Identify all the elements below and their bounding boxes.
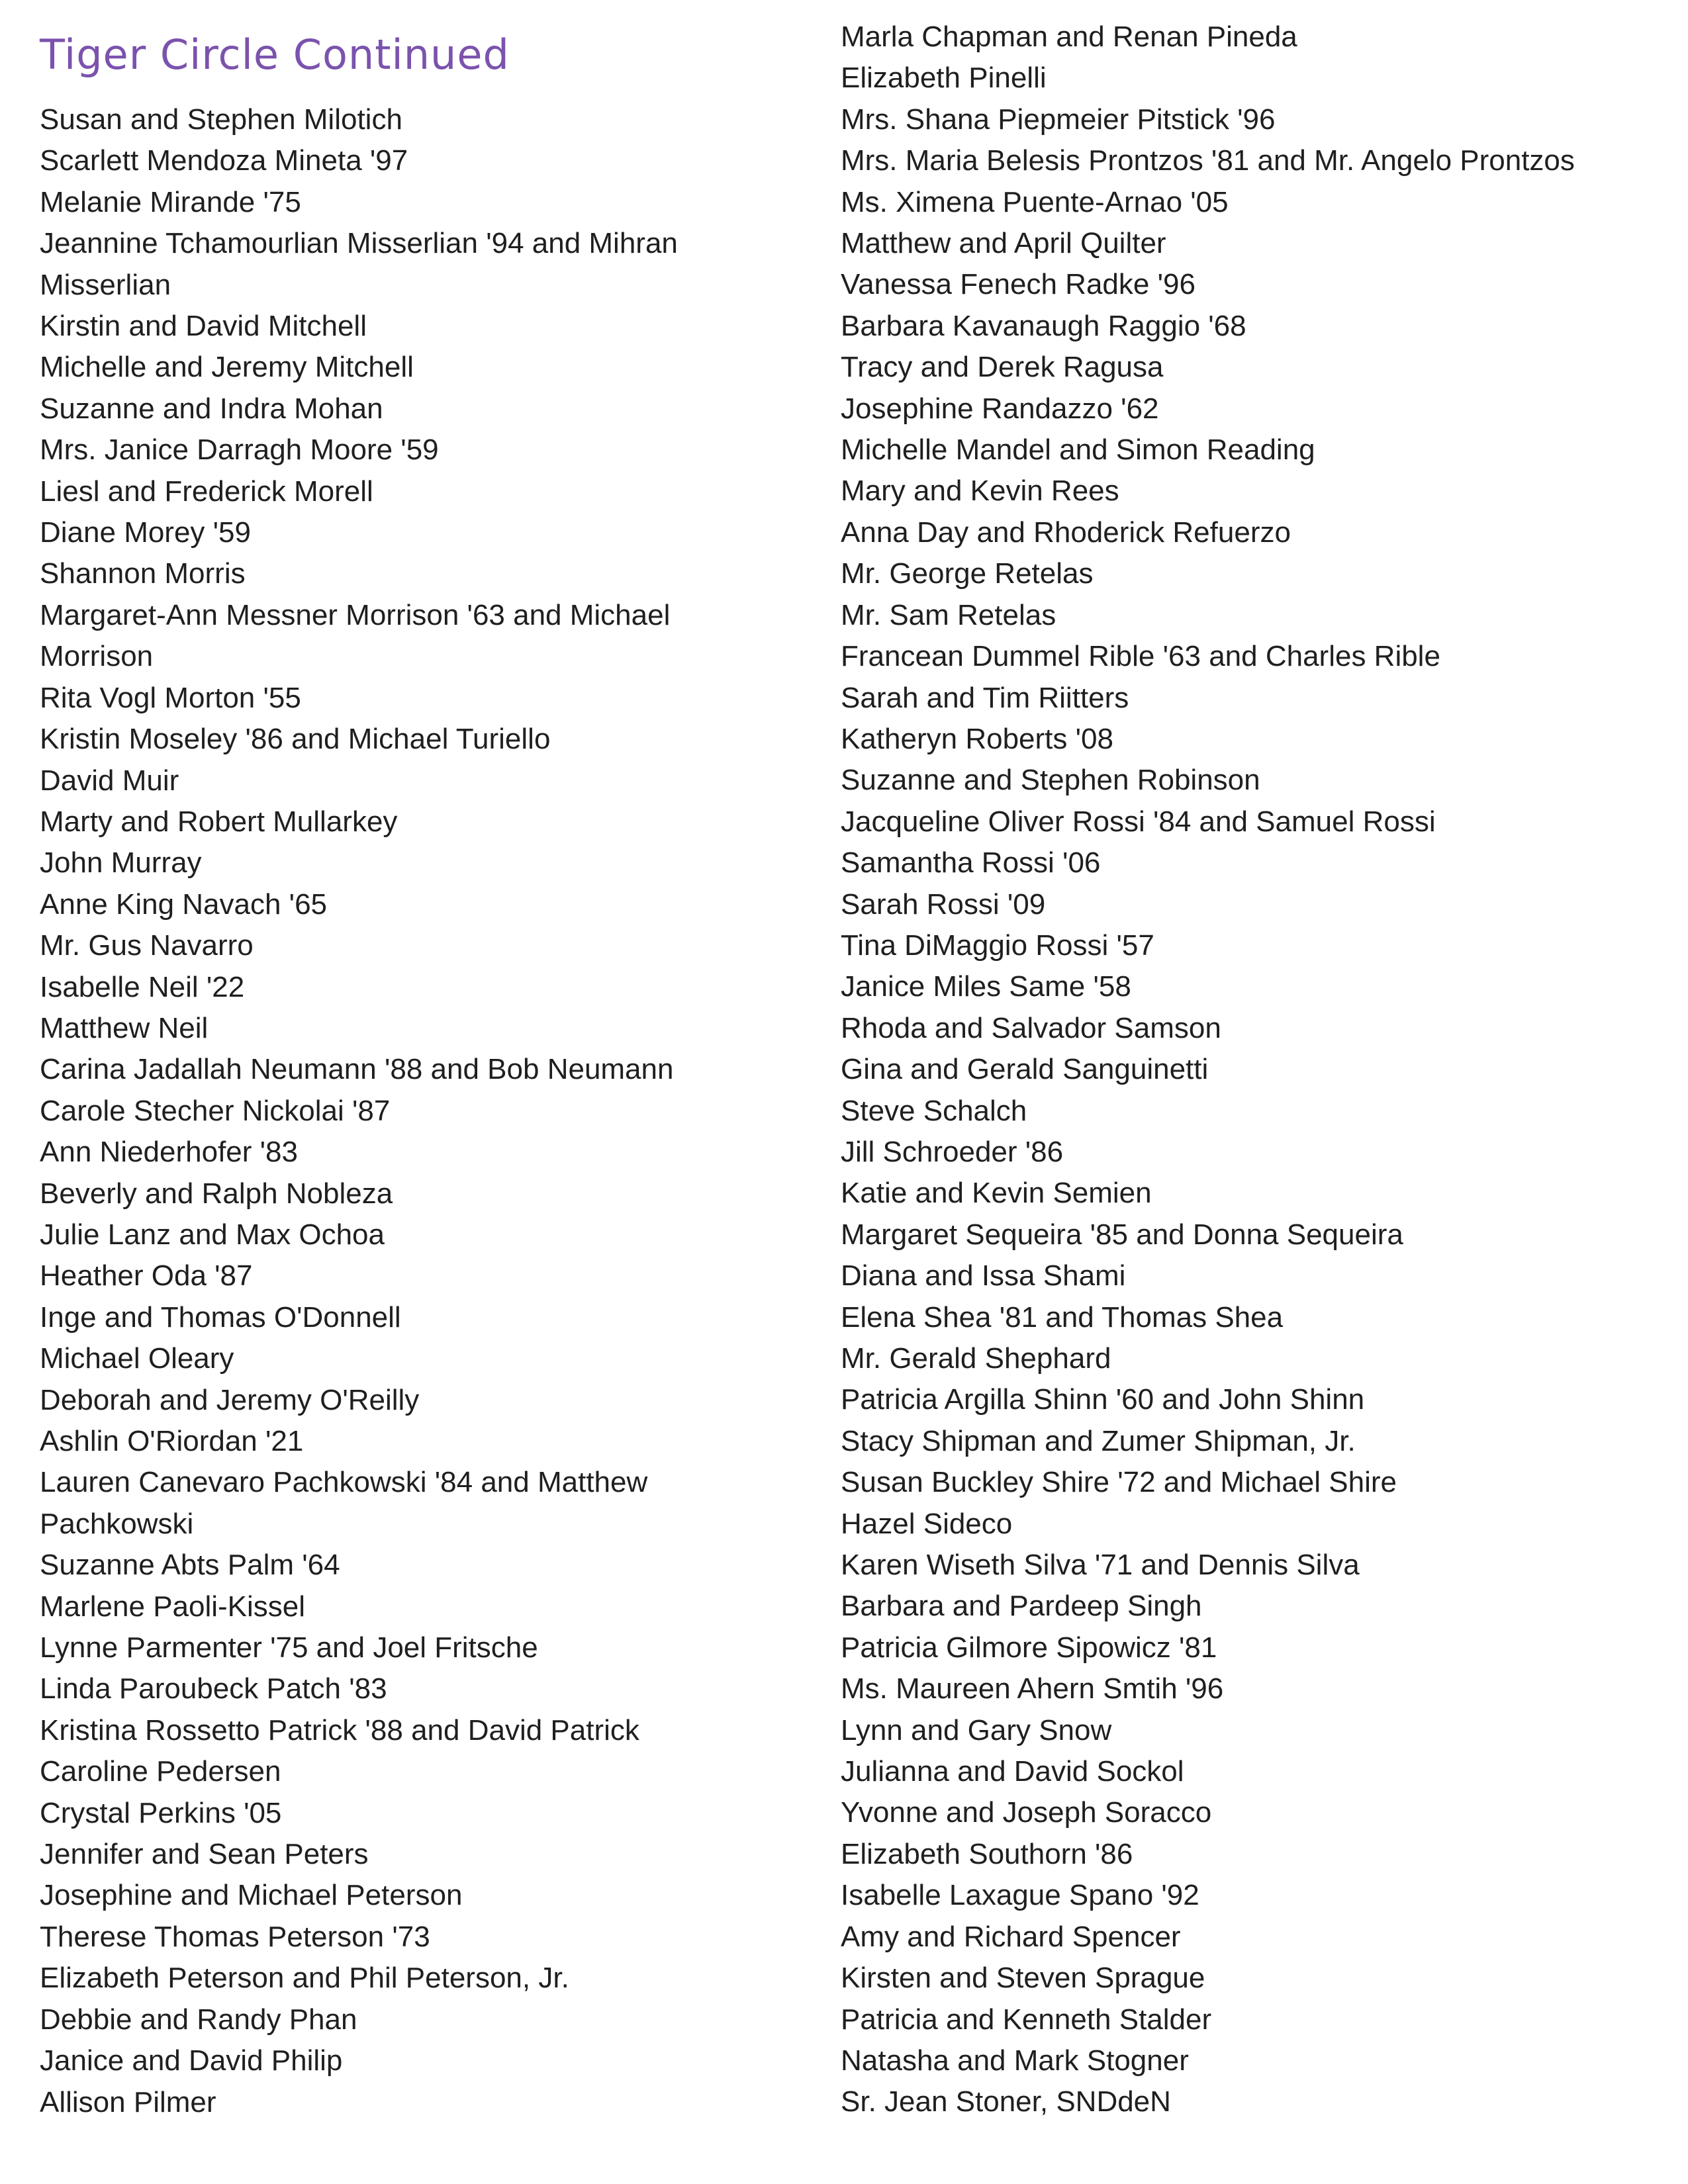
donor-name: Heather Oda '87 <box>40 1259 253 1293</box>
donor-name: Karen Wiseth Silva '71 and Dennis Silva <box>841 1549 1360 1582</box>
donor-name: Michael Oleary <box>40 1342 234 1375</box>
donor-name: Barbara and Pardeep Singh <box>841 1590 1202 1623</box>
donor-name: Melanie Mirande '75 <box>40 185 301 218</box>
donor-name: Suzanne and Stephen Robinson <box>841 764 1260 797</box>
donor-name: Julie Lanz and Max Ochoa <box>40 1218 385 1251</box>
donor-name: Mrs. Maria Belesis Prontzos '81 and Mr. Angelo Prontzos <box>841 144 1575 177</box>
donor-name: Stacy Shipman and Zumer Shipman, Jr. <box>841 1424 1356 1457</box>
donor-name: Mr. George Retelas <box>841 557 1094 590</box>
donor-name: Susan Buckley Shire '72 and Michael Shire <box>841 1466 1397 1499</box>
donor-name: Shannon Morris <box>40 557 246 590</box>
donor-name: Ann Niederhofer '83 <box>40 1136 298 1169</box>
donor-name: Mrs. Shana Piepmeier Pitstick '96 <box>841 103 1276 136</box>
donor-name: Diane Morey '59 <box>40 516 251 549</box>
donor-name: Jill Schroeder '86 <box>841 1135 1064 1168</box>
donor-name: Carole Stecher Nickolai '87 <box>40 1094 391 1127</box>
donor-name: Janice and David Philip <box>40 2044 343 2077</box>
donor-name: Ashlin O'Riordan '21 <box>40 1425 304 1457</box>
donor-name: Francean Dummel Rible '63 and Charles Rible <box>841 640 1440 673</box>
donor-name: Caroline Pedersen <box>40 1755 281 1788</box>
donor-name: Isabelle Neil '22 <box>40 970 245 1003</box>
donor-name: Sarah Rossi '09 <box>841 887 1046 921</box>
donor-name: Michelle Mandel and Simon Reading <box>841 433 1315 467</box>
donor-name: Suzanne and Indra Mohan <box>40 392 383 425</box>
donor-name: Marlene Paoli-Kissel <box>40 1590 306 1623</box>
donor-name: Beverly and Ralph Nobleza <box>40 1177 393 1210</box>
donor-name: Marty and Robert Mullarkey <box>40 805 398 838</box>
donor-name: Sarah and Tim Riitters <box>841 681 1129 714</box>
donor-name: Mr. Sam Retelas <box>841 598 1056 631</box>
donor-name: Allison Pilmer <box>40 2085 216 2118</box>
donor-name: Patricia Argilla Shinn '60 and John Shinn <box>841 1383 1365 1416</box>
donor-name: Pachkowski <box>40 1507 194 1540</box>
donor-name: Gina and Gerald Sanguinetti <box>841 1053 1209 1086</box>
donor-name: Rhoda and Salvador Samson <box>841 1011 1221 1044</box>
donor-list-left-column <box>40 99 814 2123</box>
donor-name: Isabelle Laxague Spano '92 <box>841 1879 1199 1912</box>
donor-name: Tracy and Derek Ragusa <box>841 351 1164 384</box>
donor-name: Tina DiMaggio Rossi '57 <box>841 929 1154 962</box>
donor-name: Elizabeth Pinelli <box>841 62 1047 95</box>
donor-name: Ms. Maureen Ahern Smtih '96 <box>841 1672 1224 1706</box>
donor-name: Katheryn Roberts '08 <box>841 722 1113 755</box>
donor-name: Lynne Parmenter '75 and Joel Fritsche <box>40 1631 538 1664</box>
donor-name: Barbara Kavanaugh Raggio '68 <box>841 309 1246 342</box>
donor-name: Crystal Perkins '05 <box>40 1796 282 1829</box>
donor-name: Jennifer and Sean Peters <box>40 1838 369 1871</box>
donor-name: Ms. Ximena Puente-Arnao '05 <box>841 185 1229 218</box>
donor-name: Michelle and Jeremy Mitchell <box>40 351 414 384</box>
donor-name: Margaret Sequeira '85 and Donna Sequeira <box>841 1218 1403 1251</box>
donor-name: Matthew and April Quilter <box>841 227 1166 260</box>
donor-name: Misserlian <box>40 268 171 301</box>
donor-name: Kristin Moseley '86 and Michael Turiello <box>40 723 551 756</box>
donor-name: Natasha and Mark Stogner <box>841 2044 1189 2077</box>
donor-name: Lynn and Gary Snow <box>841 1713 1112 1747</box>
donor-list-right-column <box>841 17 1668 2123</box>
donor-name: Josephine and Michael Peterson <box>40 1879 463 1912</box>
donor-name: Suzanne Abts Palm '64 <box>40 1549 340 1582</box>
donor-name: Debbie and Randy Phan <box>40 2003 357 2036</box>
donor-name: Elizabeth Southorn '86 <box>841 1837 1133 1870</box>
donor-name: Linda Paroubeck Patch '83 <box>40 1672 387 1706</box>
donor-name: Yvonne and Joseph Soracco <box>841 1796 1212 1829</box>
donor-name: Samantha Rossi '06 <box>841 846 1101 880</box>
donor-name: Rita Vogl Morton '55 <box>40 681 301 714</box>
donor-name: Elena Shea '81 and Thomas Shea <box>841 1300 1284 1334</box>
donor-name: Anne King Navach '65 <box>40 887 328 921</box>
donor-name: Amy and Richard Spencer <box>841 1920 1181 1953</box>
donor-name: Vanessa Fenech Radke '96 <box>841 268 1196 301</box>
donor-name: Mrs. Janice Darragh Moore '59 <box>40 433 439 467</box>
donor-name: Julianna and David Sockol <box>841 1755 1184 1788</box>
donor-name: Anna Day and Rhoderick Refuerzo <box>841 516 1291 549</box>
donor-name: Liesl and Frederick Morell <box>40 475 373 508</box>
donor-name: Kirstin and David Mitchell <box>40 310 367 343</box>
donor-name: Deborah and Jeremy O'Reilly <box>40 1383 420 1416</box>
donor-name: Patricia and Kenneth Stalder <box>841 2003 1212 2036</box>
donor-name: Josephine Randazzo '62 <box>841 392 1159 425</box>
donor-name: John Murray <box>40 846 202 880</box>
donor-name: Patricia Gilmore Sipowicz '81 <box>841 1631 1217 1664</box>
donor-name: Marla Chapman and Renan Pineda <box>841 21 1297 53</box>
donor-name: Kirsten and Steven Sprague <box>841 1962 1205 1995</box>
donor-name: Therese Thomas Peterson '73 <box>40 1920 430 1953</box>
donor-name: Jeannine Tchamourlian Misserlian '94 and Mihran <box>40 227 678 260</box>
donor-name: Mr. Gus Navarro <box>40 929 254 962</box>
donor-name: Margaret-Ann Messner Morrison '63 and Michael <box>40 598 671 631</box>
donor-name: Diana and Issa Shami <box>841 1259 1126 1293</box>
page-title: Tiger Circle Continued <box>40 30 510 79</box>
donor-name: Janice Miles Same '58 <box>841 970 1131 1003</box>
donor-name: Kristina Rossetto Patrick '88 and David Patrick <box>40 1713 639 1747</box>
donor-name: Morrison <box>40 640 154 673</box>
donor-name: Inge and Thomas O'Donnell <box>40 1300 401 1334</box>
donor-name: Lauren Canevaro Pachkowski '84 and Matthew <box>40 1466 648 1499</box>
donor-name: Mary and Kevin Rees <box>841 475 1119 508</box>
donor-name: Elizabeth Peterson and Phil Peterson, Jr. <box>40 1962 569 1995</box>
donor-name: David Muir <box>40 764 179 797</box>
donor-name: Matthew Neil <box>40 1011 209 1044</box>
donor-name: Jacqueline Oliver Rossi '84 and Samuel Rossi <box>841 805 1436 838</box>
donor-name: Mr. Gerald Shephard <box>841 1342 1111 1375</box>
donor-name: Katie and Kevin Semien <box>841 1177 1152 1210</box>
donor-name: Susan and Stephen Milotich <box>40 103 402 136</box>
donor-name: Sr. Jean Stoner, SNDdeN <box>841 2085 1171 2118</box>
donor-name: Scarlett Mendoza Mineta '97 <box>40 144 408 177</box>
donor-name: Hazel Sideco <box>841 1507 1013 1540</box>
donor-name: Steve Schalch <box>841 1094 1027 1127</box>
donor-name: Carina Jadallah Neumann '88 and Bob Neumann <box>40 1053 674 1086</box>
